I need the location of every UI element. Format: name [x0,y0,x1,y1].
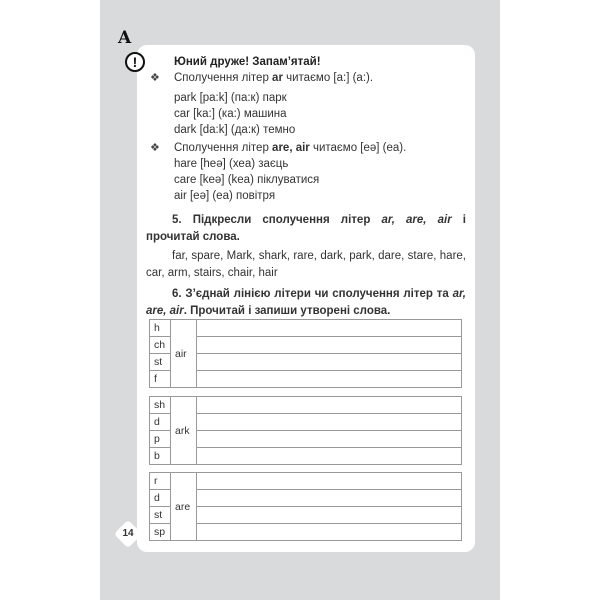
table-row [150,448,462,465]
title-text: . Прочитай і запиши утворені слова. [183,305,391,317]
letter-cell: sp [150,524,171,541]
title-text: 6. З’єднай лінією літери чи сполучення літер та [172,288,453,300]
exclamation-icon: ! [125,52,145,72]
letter-cell: r [150,473,171,490]
letter-cell: f [150,371,171,388]
example: dark [da:k] (да:к) темно [174,124,296,136]
letter-cell: d [150,490,171,507]
letter-cell: b [150,448,171,465]
suffix-cell: are [171,473,197,541]
matching-table [149,396,462,465]
example: park [pa:k] (па:к) парк [174,92,287,104]
letter-cell: ch [150,337,171,354]
rule-text: читаємо [eə] (еа). [309,142,407,154]
page-marker: A [118,28,132,48]
answer-line[interactable] [197,337,462,354]
rule-text: Сполучення літер [174,142,273,154]
suffix-cell: ark [171,397,197,465]
task-6-title [146,286,466,320]
letter-cell: sh [150,397,171,414]
matching-table [149,472,462,541]
answer-line[interactable] [197,473,462,490]
title-text: і прочитай слова. [146,214,466,243]
rule-letters: ar [272,72,283,84]
table-row [150,354,462,371]
example: air [eə] (еа) повітря [174,190,276,202]
title-letters: ar, are, air [146,288,466,317]
letter-cell: d [150,414,171,431]
answer-line[interactable] [197,448,462,465]
rule-2 [174,141,406,155]
note-heading: Юний друже! Запам’ятай! [174,56,321,68]
task-5-title [146,212,466,246]
letter-cell: st [150,354,171,371]
title-text: 5. Підкресли сполучення літер [172,214,382,226]
letter-cell: p [150,431,171,448]
table-row [150,414,462,431]
table-row [150,320,462,337]
table-row [150,473,462,490]
answer-line[interactable] [197,490,462,507]
suffix-cell: air [171,320,197,388]
answer-line[interactable] [197,397,462,414]
rule-letters: are, air [272,142,310,154]
bullet-icon: ❖ [150,142,160,154]
answer-line[interactable] [197,414,462,431]
answer-line[interactable] [197,354,462,371]
table-row [150,397,462,414]
rule-1 [174,71,373,85]
bullet-icon: ❖ [150,72,160,84]
table-row [150,431,462,448]
title-letters: ar, are, air [381,214,452,226]
answer-line[interactable] [197,507,462,524]
answer-line[interactable] [197,320,462,337]
letter-cell: st [150,507,171,524]
page-number: 14 [122,528,134,539]
rule-text: читаємо [a:] (a:). [282,72,374,84]
table-row [150,507,462,524]
table-row [150,490,462,507]
example: hare [heə] (хеа) заєць [174,158,289,170]
task-5-words: far, spare, Mark, shark, rare, dark, park, dare, stare, hare, car, arm, stairs, chair, hair [146,250,466,279]
letter-cell: h [150,320,171,337]
example: care [keə] (kea) піклуватися [174,174,320,186]
answer-line[interactable] [197,371,462,388]
table-row [150,371,462,388]
answer-line[interactable] [197,524,462,541]
table-row [150,337,462,354]
example: car [ka:] (ка:) машина [174,108,287,120]
rule-text: Сполучення літер [174,72,273,84]
table-row [150,524,462,541]
answer-line[interactable] [197,431,462,448]
matching-table [149,319,462,388]
